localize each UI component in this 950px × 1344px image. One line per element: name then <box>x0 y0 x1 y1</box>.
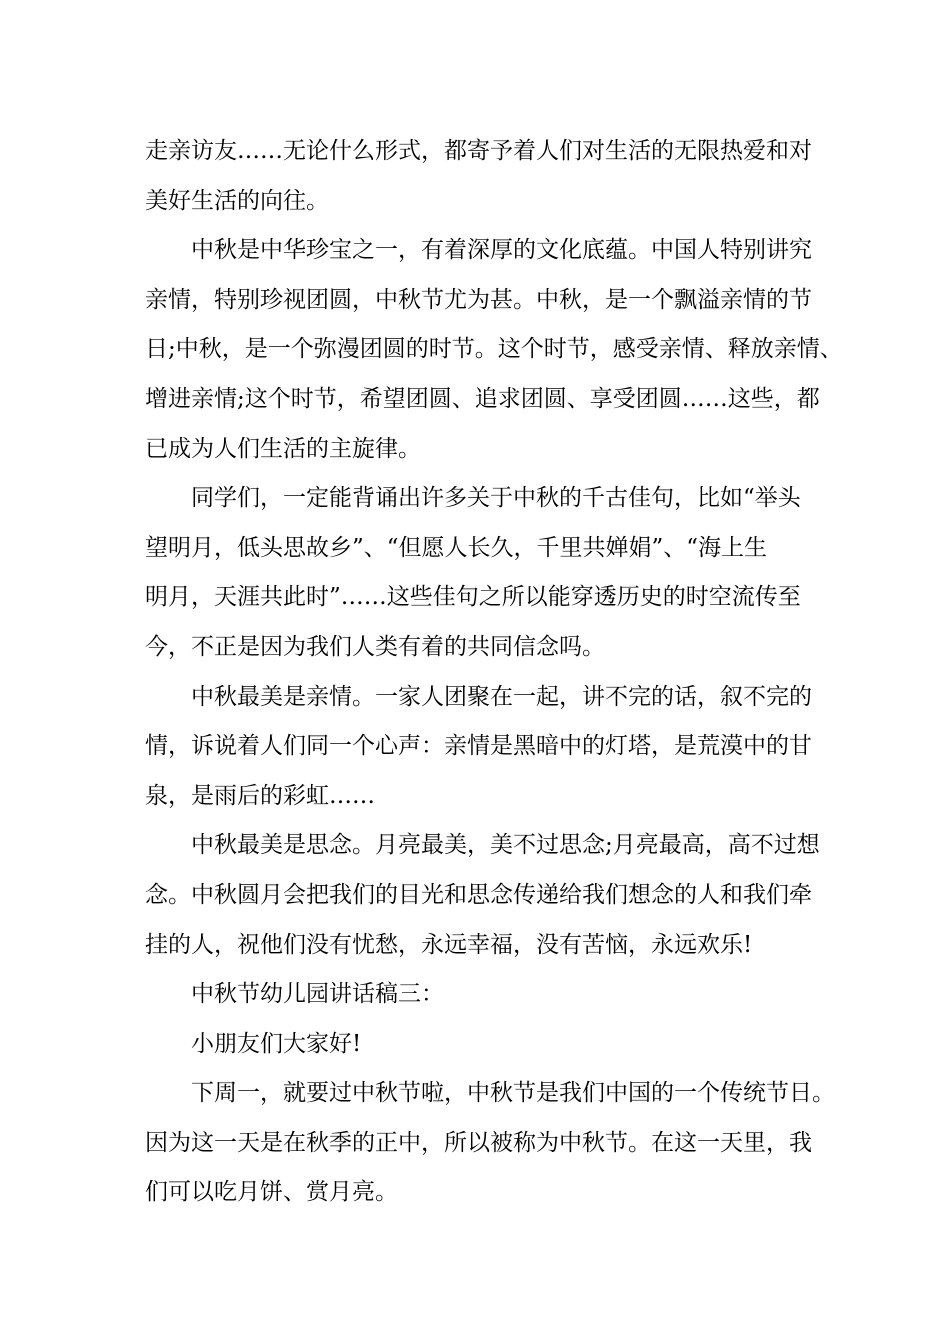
text-line: 中秋是中华珍宝之一，有着深厚的文化底蕴。中国人特别讲究 <box>191 237 812 264</box>
text-line: 亲情，特别珍视团圆，中秋节尤为甚。中秋，是一个飘溢亲情的节 <box>145 286 812 313</box>
text-line: 念。中秋圆月会把我们的目光和思念传递给我们想念的人和我们牵 <box>145 881 812 908</box>
text-line: 已成为人们生活的主旋律。 <box>145 435 421 462</box>
text-line: 中秋最美是思念。月亮最美，美不过思念;月亮最高，高不过想 <box>191 832 820 859</box>
text-line: 走亲访友……无论什么形式，都寄予着人们对生活的无限热爱和对 <box>145 138 812 164</box>
text-line: 中秋最美是亲情。一家人团聚在一起，讲不完的话，叙不完的 <box>191 683 812 710</box>
text-line: 下周一，就要过中秋节啦，中秋节是我们中国的一个传统节日。 <box>191 1080 835 1107</box>
text-line: 同学们，一定能背诵出许多关于中秋的千古佳句，比如“举头 <box>191 485 801 512</box>
text-line: 明月，天涯共此时”……这些佳句之所以能穿透历史的时空流传至 <box>145 584 801 611</box>
paragraph <box>145 970 845 1020</box>
paragraph <box>145 673 845 822</box>
text-line: 情，诉说着人们同一个心声：亲情是黑暗中的灯塔，是荒漠中的甘 <box>145 733 812 760</box>
text-line: 因为这一天是在秋季的正中，所以被称为中秋节。在这一天里，我 <box>145 1129 812 1156</box>
paragraph <box>145 127 845 226</box>
document-body <box>145 127 845 1218</box>
paragraph <box>145 474 845 672</box>
text-line: 中秋节幼儿园讲话稿三： <box>191 981 444 1008</box>
paragraph <box>145 1020 845 1070</box>
text-line: 望明月，低头思故乡”、“但愿人长久，千里共婵娟”、“海上生 <box>145 534 768 561</box>
text-line: 美好生活的向往。 <box>145 187 329 214</box>
text-line: 今，不正是因为我们人类有着的共同信念吗。 <box>145 633 605 660</box>
text-line: 小朋友们大家好! <box>191 1030 362 1057</box>
text-line: 挂的人，祝他们没有忧愁，永远幸福，没有苦恼，永远欢乐! <box>145 931 753 958</box>
paragraph <box>145 821 845 970</box>
paragraph <box>145 1069 845 1218</box>
text-line: 增进亲情;这个时节，希望团圆、追求团圆、享受团圆……这些，都 <box>145 385 820 412</box>
text-line: 日;中秋，是一个弥漫团圆的时节。这个时节，感受亲情、释放亲情、 <box>145 336 843 363</box>
text-line: 泉，是雨后的彩虹…… <box>145 782 375 809</box>
text-line: 们可以吃月饼、赏月亮。 <box>145 1179 398 1206</box>
paragraph <box>145 226 845 474</box>
